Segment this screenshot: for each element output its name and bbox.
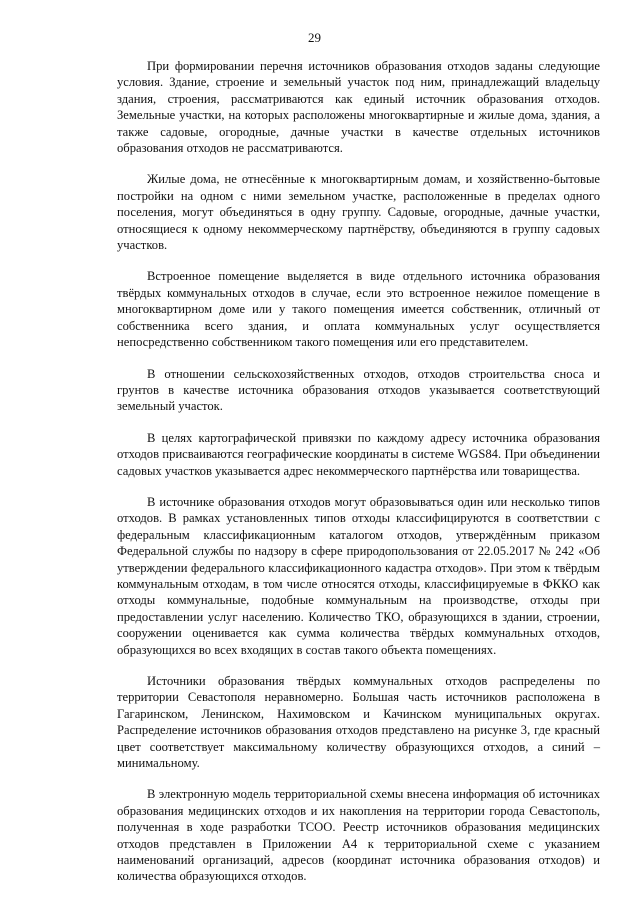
paragraph-medical-waste: В электронную модель территориальной схемы внесена информация об источниках образования медицинских отходов и их накопления на территории города Севастополь, полученная в ходе разработки ТСОО. Реестр источников образования медицинских отходов представлен в Приложении А4 к территориальной схеме с указанием наименований организаций, адресов (координат источника образования отходов) и количества образующихся отходов. bbox=[117, 787, 600, 884]
page-number: 29 bbox=[308, 30, 321, 45]
paragraph-agricultural-waste: В отношении сельскохозяйственных отходов, отходов строительства сноса и грунтов в качестве источника образования отходов указывается соответствующий земельный участок. bbox=[117, 366, 600, 414]
paragraph-waste-types: В источнике образования отходов могут образовываться один или несколько типов отходов. В рамках установленных типов отходы классифицируются в соответствии с федеральным классификационным каталогом отходов, утверждённым приказом Федеральной службы по надзору в сфере природопользования от 22.05.2017 № 242 «Об утверждении федерального классификационного кадастра отходов». При этом к твёрдым коммунальным отходам, в том числе относятся отходы, классифицируемые в ФККО как отходы коммунальные, подобные коммунальным на производстве, отходы при предоставлении услуг населению. Количество ТКО, образующихся в здании, строении, сооружении оценивается как сумма количества твёрдых коммунальных отходов, образующихся во всех входящих в состав такого объекта помещениях. bbox=[117, 494, 600, 657]
paragraph-geographic-coordinates: В целях картографической привязки по каждому адресу источника образования отходов присваиваются географические координаты в системе WGS84. При объединении садовых участков указывается адрес некоммерческого партнёрства или товарищества. bbox=[117, 430, 600, 478]
paragraph-waste-source-conditions: При формировании перечня источников образования отходов заданы следующие условия. Здание, строение и земельный участок под ним, принадлежащий владельцу здания, строения, рассматриваются как единый источник образования отходов. Земельные участки, на которых расположены многоквартирные и жилые дома, здания, а также садовые, огородные, дачные участки в качестве отдельных источников образования отходов не рассматриваются. bbox=[117, 59, 600, 156]
paragraph-built-in-premises: Встроенное помещение выделяется в виде отдельного источника образования твёрдых коммунальных отходов в случае, если это встроенное нежилое помещение в многоквартирном доме или у такого помещения имеется собственник, отличный от собственника всего здания, и оплата коммунальных услуг осуществляется непосредственно собственником такого помещения или его представителем. bbox=[117, 269, 600, 350]
paragraph-source-distribution: Источники образования твёрдых коммунальных отходов распределены по территории Севастополя неравномерно. Большая часть источников расположена в Гагаринском, Ленинском, Нахимовском и Качинском муниципальных округах. Распределение источников образования отходов представлено на рисунке 3, где красный цвет соответствует максимальному количеству образующихся отходов, а синий – минимальному. bbox=[117, 674, 600, 771]
paragraph-residential-houses: Жилые дома, не отнесённые к многоквартирным домам, и хозяйственно-бытовые постройки на одном с ними земельном участке, расположенные в пределах одного поселения, могут объединяться в одну группу. Садовые, огородные, дачные участки, относящиеся к одному некоммерческому партнёрству, объединяются в группу садовых участков. bbox=[117, 172, 600, 253]
